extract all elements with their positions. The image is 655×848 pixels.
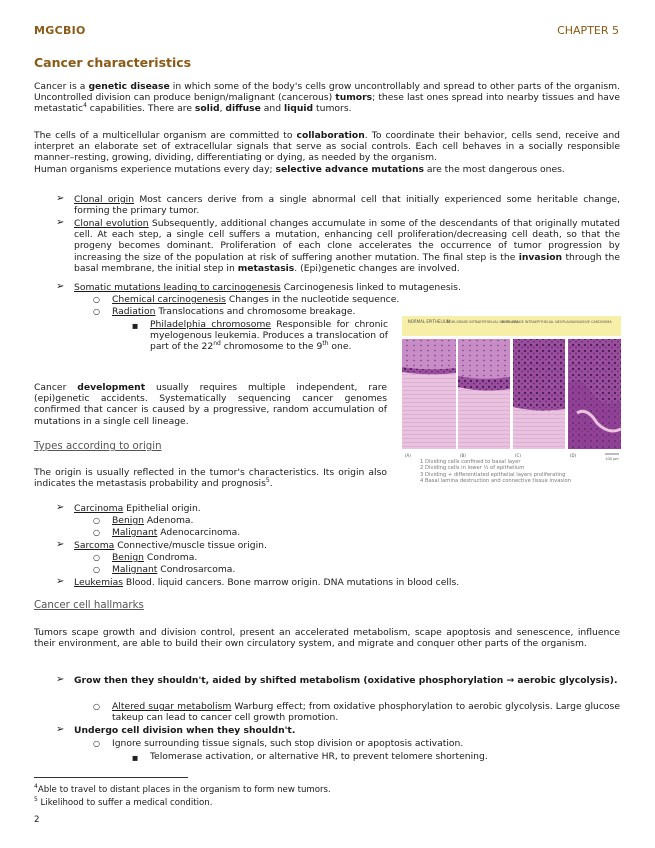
- bullet-philadelphia-chromosome: Philadelphia chromosome Responsible for chronic myelogenous leukemia. Produces a translocation of part of the 22nd chromosome to the 9th one.: [150, 319, 388, 353]
- bullet-circle-icon: ○: [93, 702, 100, 711]
- bullet-circle-icon: ○: [93, 528, 100, 537]
- hallmark-undergo: Undergo cell division when they shouldn't.: [74, 725, 296, 736]
- development-paragraph: Cancer development usually requires multiple independent, rare (epi)genetic accidents. Systematically sequencing cancer genomes confirmed that cancer is caused by a progressive, random accumulation of mutations in a single cell lineage.: [34, 382, 387, 427]
- neoplasia-histology-figure: [397, 313, 621, 463]
- bullet-circle-icon: ○: [93, 565, 100, 574]
- figure-panel-label: HIGH-GRADE INTRAEPITHELIAL NEOPLASIA: [501, 320, 575, 324]
- bullet-chemical-carcinogenesis: Chemical carcinogenesis Changes in the nucleotide sequence.: [112, 294, 400, 305]
- page-number: 2: [34, 815, 40, 825]
- bullet-arrow-icon: ➢: [56, 281, 65, 292]
- hallmark-warburg: Altered sugar metabolism Warburg effect; from oxidative phosphorylation to aerobic glycolysis. Large glucose takeup can lead to cancer cell growth promotion.: [112, 701, 620, 724]
- figure-panel-letter: (B): [460, 453, 466, 458]
- type-sarcoma-benign: Benign Condroma.: [112, 552, 198, 563]
- bullet-arrow-icon: ➢: [56, 674, 65, 685]
- footnote-divider: [34, 777, 188, 778]
- figure-panel-label: INVASIVE CARCINOMA: [574, 320, 612, 324]
- bullet-arrow-icon: ➢: [56, 724, 65, 735]
- bullet-radiation: Radiation Translocations and chromosome breakage.: [112, 306, 356, 317]
- panel-c-high-grade: [513, 339, 565, 449]
- bullet-arrow-icon: ➢: [56, 193, 65, 204]
- figure-panel-label: NORMAL EPITHELIUM: [407, 319, 451, 324]
- type-sarcoma: Sarcoma Connective/muscle tissue origin.: [74, 540, 267, 551]
- hallmark-telomerase: Telomerase activation, or alternative HR, to prevent telomere shortening.: [150, 751, 488, 762]
- bullet-clonal-evolution: Clonal evolution Subsequently, additional changes accumulate in some of the descendants of that originally mutated cell. At each step, a single cell suffers a mutation, enhancing cell proliferation/decreasing cell death, so that the progeny becomes dominant. Proliferation of each clone accelerates the occurrence of tumor progression by increasing the size of the population at risk of suffering another mutation. The final step is the invasion through the basal membrane, the initial step in metastasis. (Epi)genetic changes are involved.: [74, 218, 620, 274]
- type-sarcoma-malignant: Malignant Condrosarcoma.: [112, 564, 236, 575]
- figure-scale-label: 100 μm: [605, 457, 619, 461]
- footnote-4: $^4$Able to travel to distant places in the organism to form new tumors.: [34, 783, 331, 795]
- bullet-arrow-icon: ➢: [56, 576, 65, 587]
- section-title: Cancer characteristics: [34, 55, 192, 70]
- bullet-circle-icon: ○: [93, 739, 100, 748]
- collaboration-paragraph: The cells of a multicellular organism are committed to collaboration. To coordinate their behavior, cells send, receive and interpret an elaborate set of extracellular signals that serve as social controls. Each cell behaves in a socially responsible manner–resting, growing, dividing, differentiating or dying, as needed by the organism. Human organisms experience mutations every day; selective advance mutations are the most dangerous ones.: [34, 130, 621, 175]
- panel-d-invasive: [568, 339, 621, 449]
- figure-panel-letter: (D): [570, 453, 577, 458]
- bullet-arrow-icon: ➢: [56, 217, 65, 228]
- types-heading: Types according to origin: [34, 441, 162, 452]
- bullet-clonal-origin: Clonal origin Most cancers derive from a single abnormal cell that initially experienced some heritable change, forming the primary tumor.: [74, 194, 620, 217]
- bullet-square-icon: ■: [132, 322, 139, 330]
- bullet-arrow-icon: ➢: [56, 502, 65, 513]
- type-leukemias: Leukemias Blood. liquid cancers. Bone marrow origin. DNA mutations in blood cells.: [74, 577, 460, 588]
- header-book-title: MGCBIO: [34, 24, 86, 37]
- figure-panel-letter: (C): [515, 453, 521, 458]
- type-carcinoma-malignant: Malignant Adenocarcinoma.: [112, 527, 241, 538]
- bullet-circle-icon: ○: [93, 553, 100, 562]
- header-chapter: CHAPTER 5: [557, 24, 619, 37]
- bullet-somatic-mutations: Somatic mutations leading to carcinogenesis Carcinogenesis linked to mutagenesis.: [74, 282, 461, 293]
- type-carcinoma-benign: Benign Adenoma.: [112, 515, 194, 526]
- hallmarks-heading: Cancer cell hallmarks: [34, 600, 144, 611]
- type-carcinoma: Carcinoma Epithelial origin.: [74, 503, 201, 514]
- footnote-5: $^5$ Likelihood to suffer a medical condition.: [34, 796, 213, 808]
- bullet-square-icon: ■: [132, 754, 139, 762]
- hallmark-grow: Grow then they shouldn't, aided by shifted metabolism (oxidative phosphorylation → aerobic glycolysis).: [74, 675, 618, 686]
- hallmark-ignore: Ignore surrounding tissue signals, such stop division or apoptosis activation.: [112, 738, 464, 749]
- intro-paragraph: Cancer is a genetic disease in which some of the body's cells grow uncontrollably and spread to other parts of the organism. Uncontrolled division can produce benign/malignant (cancerous) tumors; these last ones spread into nearby tissues and have metastatic$^4$ capabilities. There are solid, diffuse and liquid tumors.: [34, 81, 620, 115]
- figure-panel-label: LOW-GRADE INTRAEPITHELIAL NEOPLASIA: [447, 320, 519, 324]
- types-intro-paragraph: The origin is usually reflected in the tumor's characteristics. Its origin also indicates the metastasis probability and prognosis$^5$.: [34, 467, 387, 490]
- figure-caption: 1 Dividing cells confined to basal layer 2 Dividing cells in lower ⅓ of epithelium 3 Dividing + differentiated epithelial layers proliferating 4 Basal lamina destruction and connective tissue invasion: [420, 459, 571, 484]
- bullet-circle-icon: ○: [93, 516, 100, 525]
- bullet-circle-icon: ○: [93, 295, 100, 304]
- bullet-arrow-icon: ➢: [56, 539, 65, 550]
- bullet-circle-icon: ○: [93, 307, 100, 316]
- figure-panel-letter: (A): [405, 453, 411, 458]
- panel-b-low-grade: [458, 339, 510, 449]
- hallmarks-intro-paragraph: Tumors scape growth and division control, present an accelerated metabolism, scape apoptosis and senescence, influence their environment, are able to build their own circulatory system, and migrate and conquer other parts of the organism.: [34, 627, 620, 650]
- panel-a-normal: [402, 339, 456, 449]
